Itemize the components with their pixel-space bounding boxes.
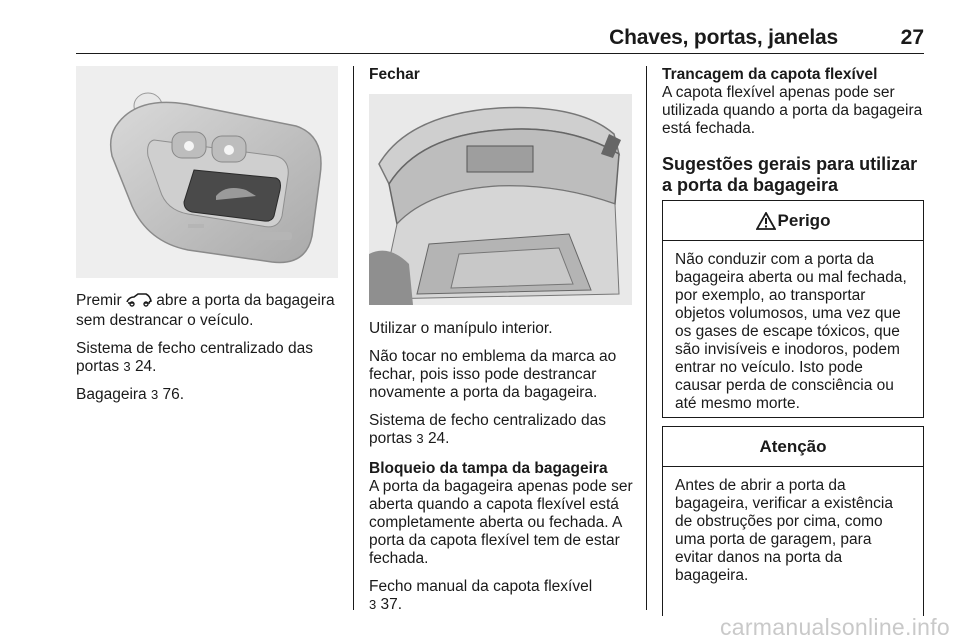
page-reference[interactable]: 24. (427, 430, 450, 447)
section-heading: Fechar (369, 66, 420, 83)
danger-text: Não conduzir com a porta da bagageira aberta ou mal fechada, por exemplo, ao transportar objetos volumosos, uma vez que os gases de escape tóxicos, que são invisíveis e inodoros, podem entrar no veículo. Isto pode causar perda de consciência ou até mesmo morte. (675, 251, 907, 412)
paragraph: Utilizar o manípulo interior. (369, 320, 553, 337)
column-divider-2 (646, 66, 647, 610)
column-1-text (76, 292, 344, 414)
cross-reference-icon: 3 (369, 597, 377, 612)
column-2-heading (369, 66, 634, 84)
watermark: carmanualsonline.info (719, 614, 950, 640)
section-heading: Bloqueio da tampa da bagageira (369, 460, 608, 477)
page-reference[interactable]: 24. (134, 358, 157, 375)
cross-reference-icon: 3 (416, 431, 424, 446)
trunk-lid-illustration (369, 94, 632, 305)
page-header-title: Chaves, portas, janelas (609, 26, 838, 49)
warning-triangle-icon (756, 212, 776, 230)
danger-notice (662, 200, 924, 418)
paragraph: Bagageira 3 76. (76, 386, 185, 403)
paragraph: A capota flexível apenas pode ser utilizada quando a porta da bagageira está fechada. (662, 84, 923, 137)
car-trunk-icon (126, 293, 152, 312)
column-3-text (662, 66, 928, 206)
page-number: 27 (900, 26, 924, 49)
car-key-illustration (76, 66, 338, 278)
section-heading-large: Sugestões gerais para utilizar a porta da bagageira (662, 154, 918, 195)
attention-text: Antes de abrir a porta da bagageira, verificar a existência de obstruções por cima, como uma porta de garagem, para evitar danos na porta da bagageira. (675, 477, 893, 584)
paragraph: Sistema de fecho centralizado das portas 3 24. (369, 412, 606, 447)
paragraph: Não tocar no emblema da marca ao fechar, pois isso pode destrancar novamente a porta da bagageira. (369, 348, 617, 401)
cross-reference-icon: 3 (123, 359, 131, 374)
car-key-figure (76, 66, 338, 278)
cross-reference-icon: 3 (150, 387, 159, 402)
paragraph: Premir abre a porta da bagageira sem destrancar o veículo. (76, 292, 335, 329)
paragraph: Fecho manual da capota flexível 3 37. (369, 578, 593, 613)
attention-notice-header (663, 427, 923, 467)
section-heading: Trancagem da capota flexível (662, 66, 878, 83)
danger-title: Perigo (777, 210, 831, 230)
page-reference[interactable]: 37. (380, 596, 403, 613)
attention-notice (662, 426, 924, 616)
attention-title: Atenção (759, 436, 827, 456)
page-reference[interactable]: 76. (162, 386, 185, 403)
paragraph: A porta da bagageira apenas pode ser aberta quando a capota flexível está completamente aberta ou fechada. A porta da capota flexível tem de estar fechada. (369, 478, 633, 567)
column-divider-1 (353, 66, 354, 610)
trunk-lid-figure (369, 94, 632, 305)
column-2-text (369, 320, 639, 624)
danger-notice-header (663, 201, 923, 241)
header-rule (76, 53, 924, 54)
paragraph: Sistema de fecho centralizado das portas 3 24. (76, 340, 313, 375)
